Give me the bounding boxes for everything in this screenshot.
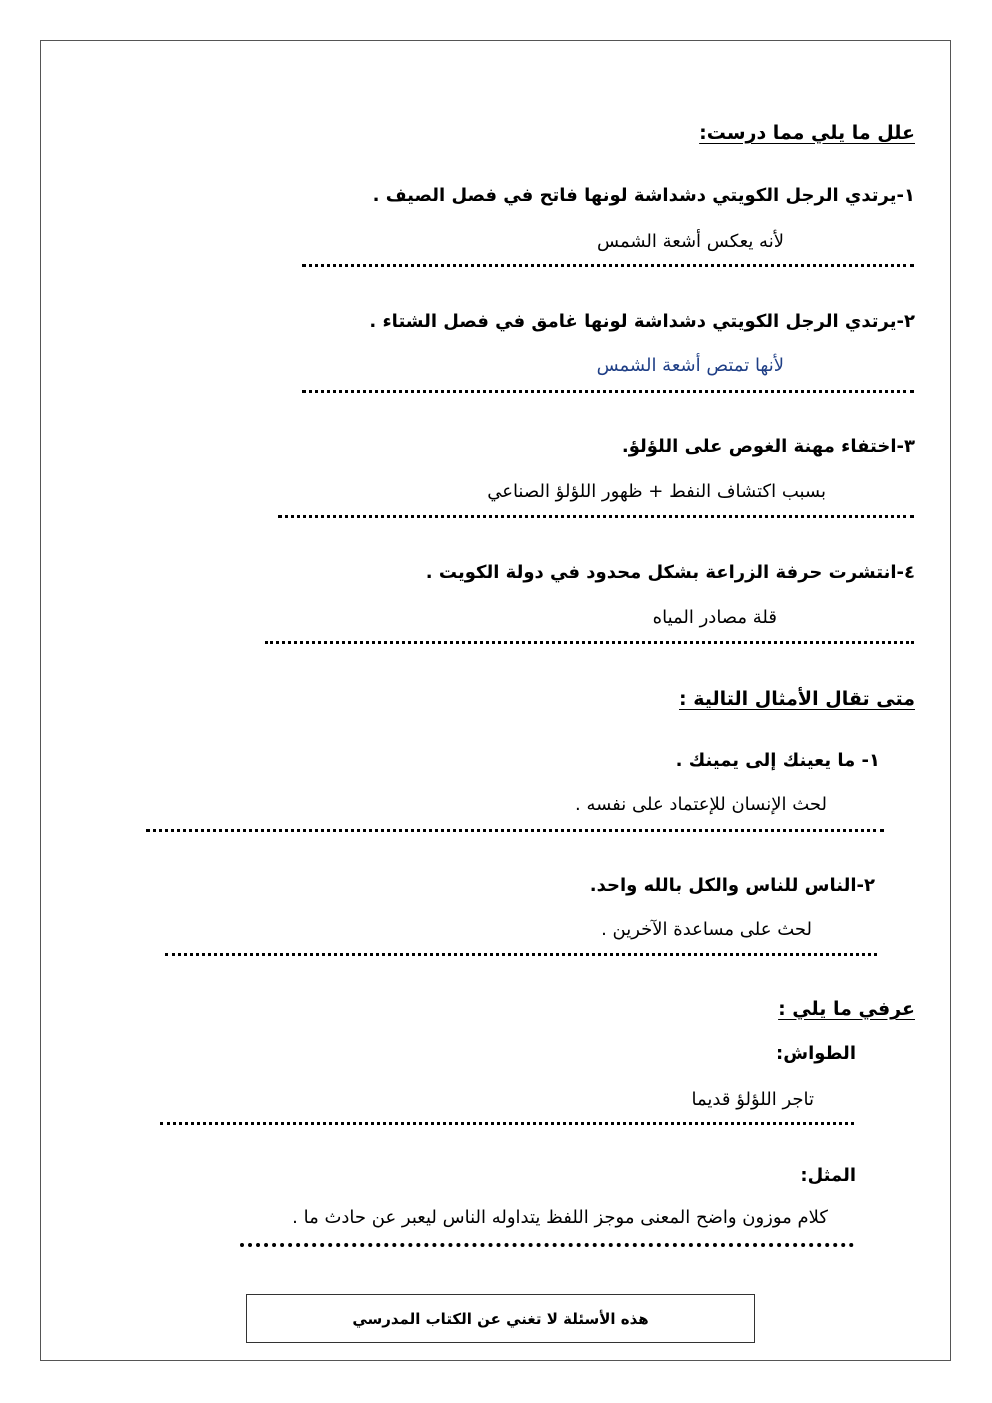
proverb-2: ٢-الناس للناس والكل بالله واحد. [589,875,875,896]
answer-line-1 [302,264,914,267]
footer-notice: هذه الأسئلة لا تغني عن الكتاب المدرسي [246,1294,755,1343]
answer-line-3 [278,515,914,518]
answer-line-6 [165,953,877,956]
answer-line-4 [265,641,914,644]
term-mathal: المثل: [800,1165,856,1186]
answer-2: لأنها تمتص أشعة الشمس [596,355,784,376]
answer-1: لأنه يعكس أشعة الشمس [597,231,784,252]
answer-line-8 [240,1243,854,1247]
definition-mathal: كلام موزون واضح المعنى موجز اللفظ يتداوله الناس ليعبر عن حادث ما . [292,1207,828,1228]
question-1: ١-يرتدي الرجل الكويتي دشداشة لونها فاتح في فصل الصيف . [372,185,915,206]
question-2: ٢-يرتدي الرجل الكويتي دشداشة لونها غامق في فصل الشتاء . [369,311,915,332]
section-heading-definitions: عرفي ما يلي : [778,998,915,1020]
question-3: ٣-اختفاء مهنة الغوص على اللؤلؤ. [621,436,915,457]
proverb-1-answer: لحث الإنسان للإعتماد على نفسه . [575,794,827,815]
proverb-1: ١- ما يعينك إلى يمينك . [675,750,880,771]
question-4: ٤-انتشرت حرفة الزراعة بشكل محدود في دولة الكويت . [425,562,915,583]
answer-3: بسبب اكتشاف النفط + ظهور اللؤلؤ الصناعي [487,481,826,502]
answer-line-2 [302,390,914,393]
proverb-2-answer: لحث على مساعدة الآخرين . [601,919,812,940]
section-heading-reasons: علل ما يلي مما درست: [699,122,915,144]
answer-line-5 [146,829,884,832]
section-heading-proverbs: متى تقال الأمثال التالية : [679,688,915,710]
definition-tawash: تاجر اللؤلؤ قديما [691,1089,814,1110]
answer-line-7 [160,1122,854,1125]
term-tawash: الطواش: [776,1043,856,1064]
answer-4: قلة مصادر المياه [652,607,777,628]
